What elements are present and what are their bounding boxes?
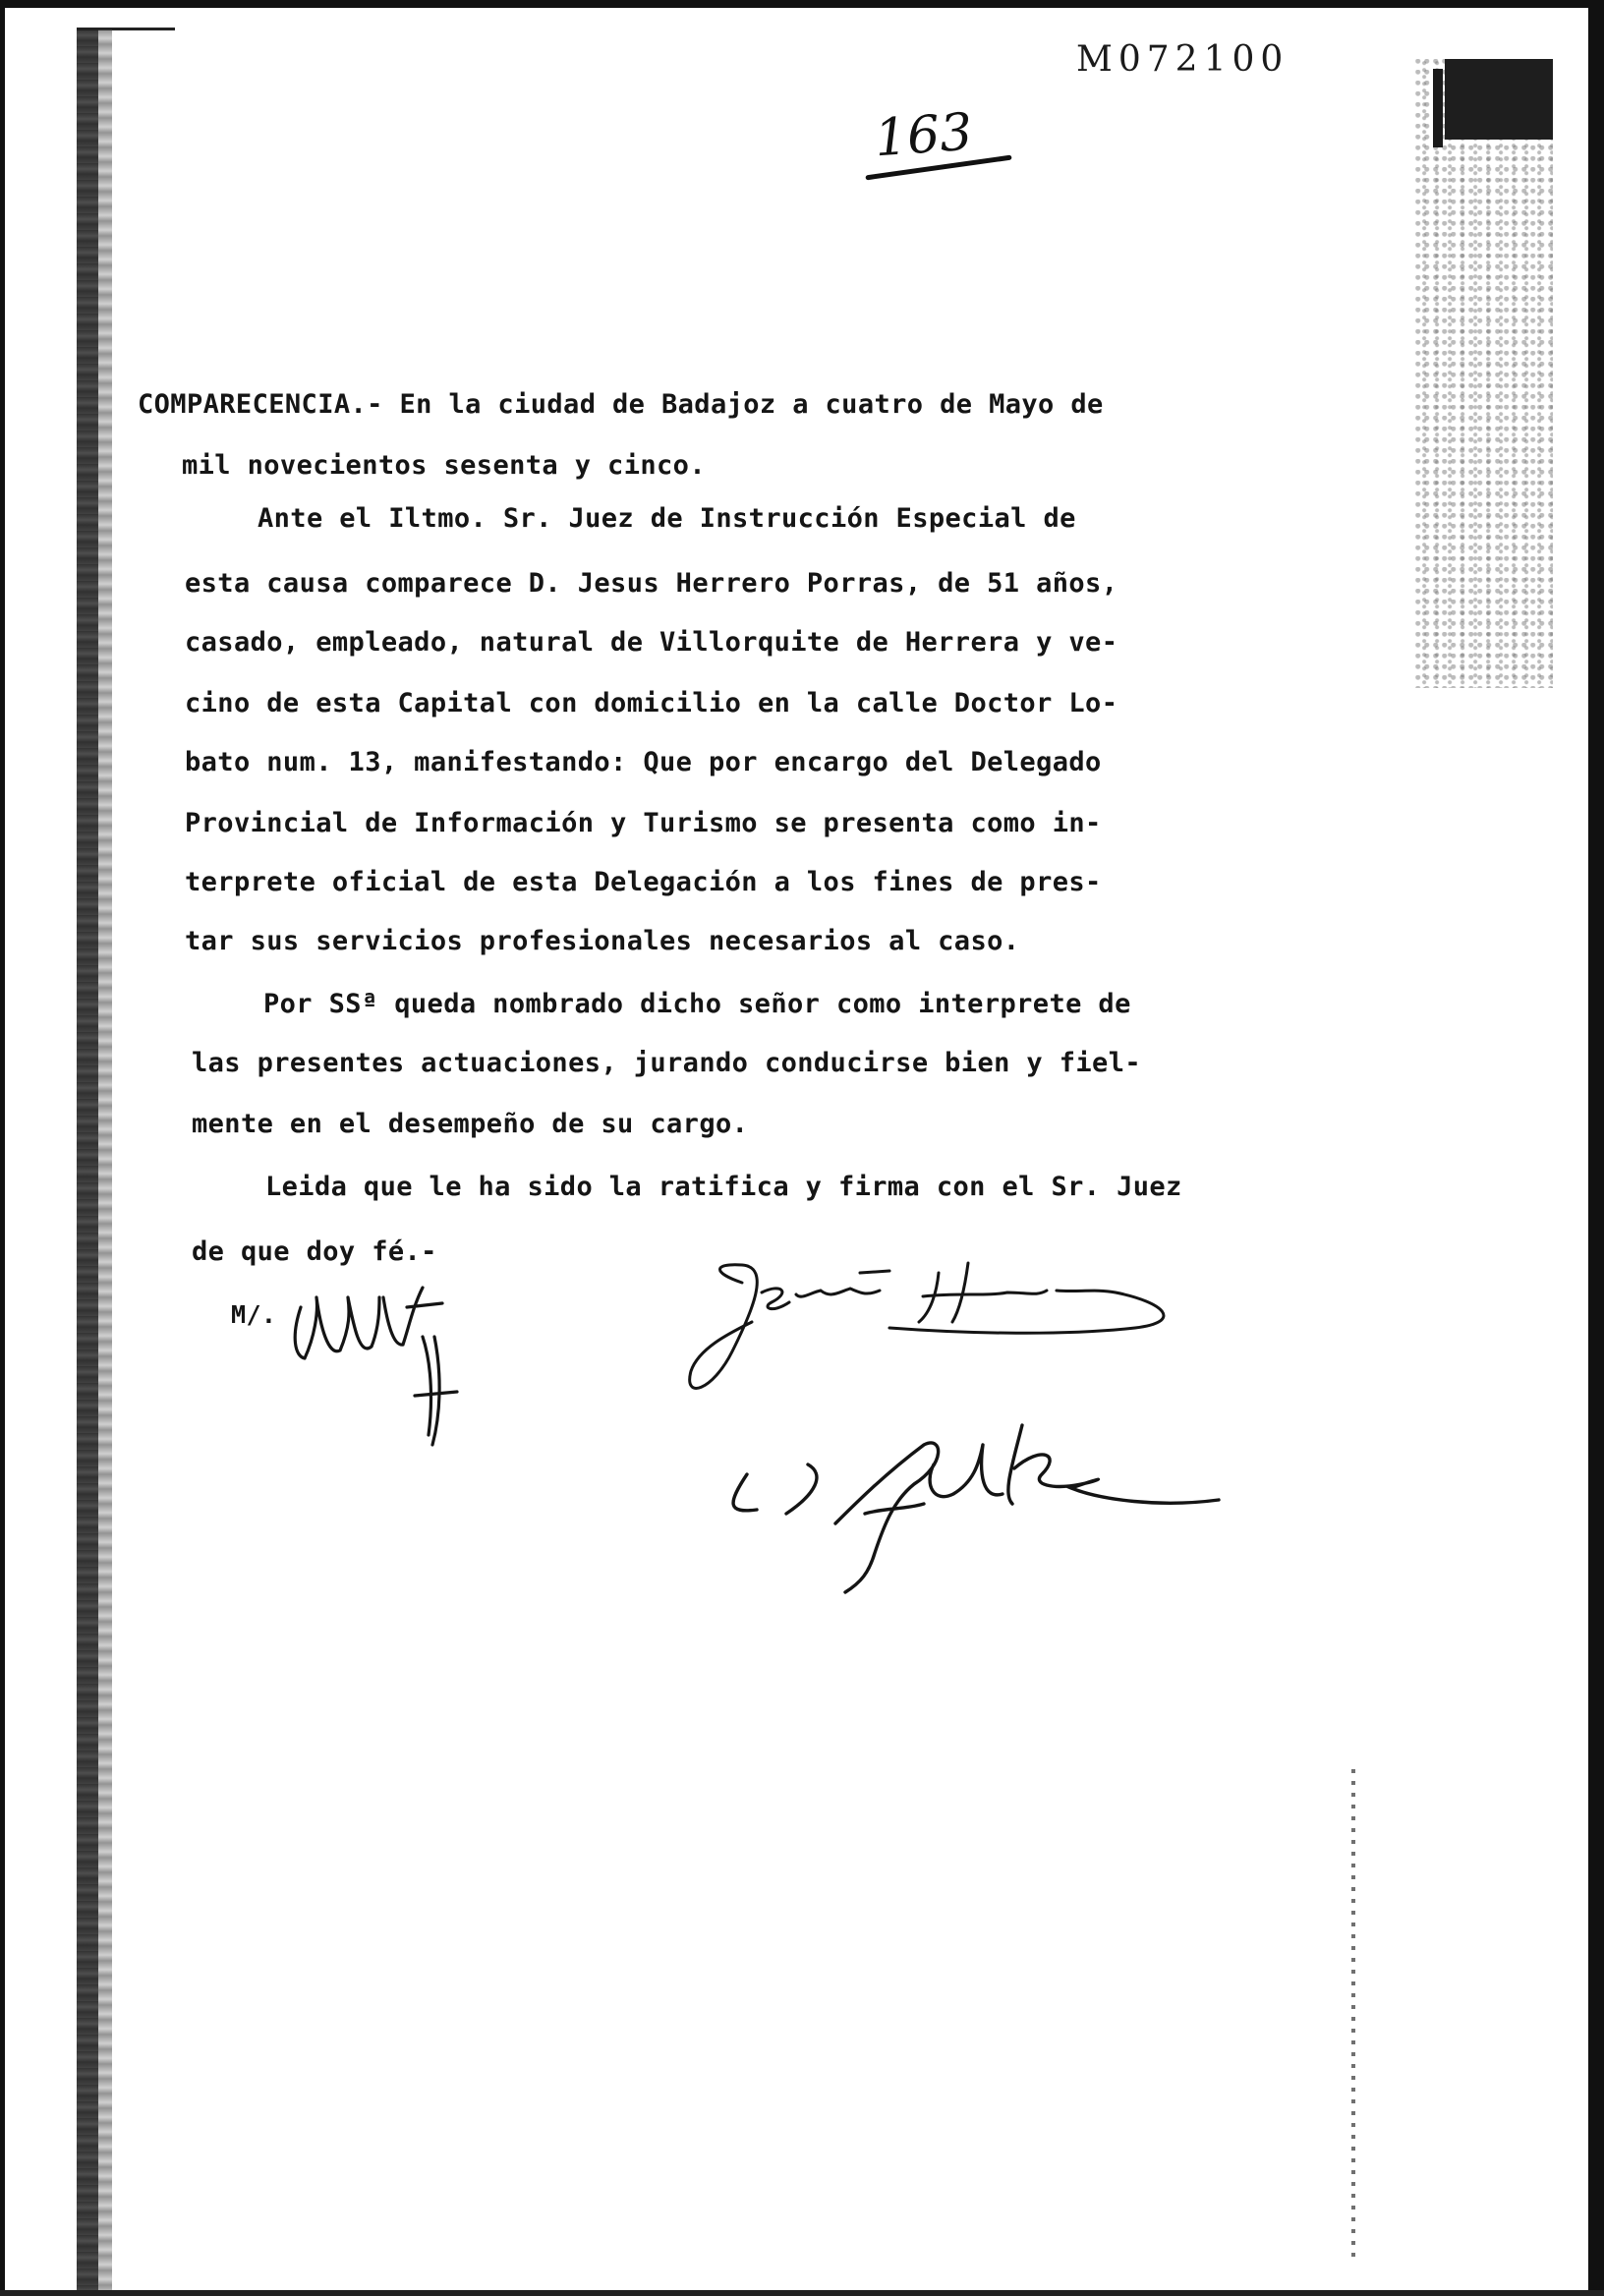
text-line-2: mil novecientos sesenta y cinco. <box>182 450 706 481</box>
text-line-4: esta causa comparece D. Jesus Herrero Porras, de 51 años, <box>185 568 1118 599</box>
interpreter-signature <box>673 1253 1224 1410</box>
scan-dark-block <box>1445 59 1553 140</box>
text-line-8: Provincial de Información y Turismo se presenta como in- <box>185 808 1102 838</box>
text-line-1: COMPARECENCIA.- En la ciudad de Badajoz a cuatro de Mayo de <box>138 389 1104 420</box>
text-line-14: Leida que le ha sido la ratifica y firma con el Sr. Juez <box>265 1172 1182 1202</box>
scan-binding-shadow <box>98 29 112 2290</box>
scan-frame-bottom <box>0 2290 1604 2296</box>
signature-prefix: M/. <box>231 1300 277 1329</box>
scan-frame-right <box>1588 0 1604 2296</box>
text-line-7: bato num. 13, manifestando: Que por encargo del Delegado <box>185 747 1102 777</box>
reference-number: M072100 <box>1076 39 1289 80</box>
text-line-5: casado, empleado, natural de Villorquite de Herrera y ve- <box>185 627 1118 658</box>
scan-frame-left <box>0 0 5 2296</box>
scan-noise-strip <box>1415 59 1553 688</box>
text-line-9: terprete oficial de esta Delegación a los fines de pres- <box>185 867 1102 897</box>
text-line-11: Por SSª queda nombrado dicho señor como interprete de <box>263 989 1131 1019</box>
text-line-12: las presentes actuaciones, jurando conducirse bien y fiel- <box>192 1048 1142 1078</box>
scan-frame-top <box>0 0 1604 8</box>
text-line-13: mente en el desempeño de su cargo. <box>192 1109 749 1139</box>
judge-signature <box>285 1268 541 1464</box>
scan-dotted-edge <box>1351 1769 1355 2261</box>
scan-dark-bar <box>1433 69 1443 147</box>
secretary-signature <box>688 1406 1238 1602</box>
text-line-15: de que doy fé.- <box>192 1236 437 1267</box>
scan-binding-edge <box>77 29 98 2290</box>
folio-number: 163 <box>873 102 975 169</box>
text-line-10: tar sus servicios profesionales necesarios al caso. <box>185 926 1020 956</box>
text-line-6: cino de esta Capital con domicilio en la calle Doctor Lo- <box>185 688 1118 718</box>
text-line-3: Ante el Iltmo. Sr. Juez de Instrucción Especial de <box>258 503 1076 534</box>
